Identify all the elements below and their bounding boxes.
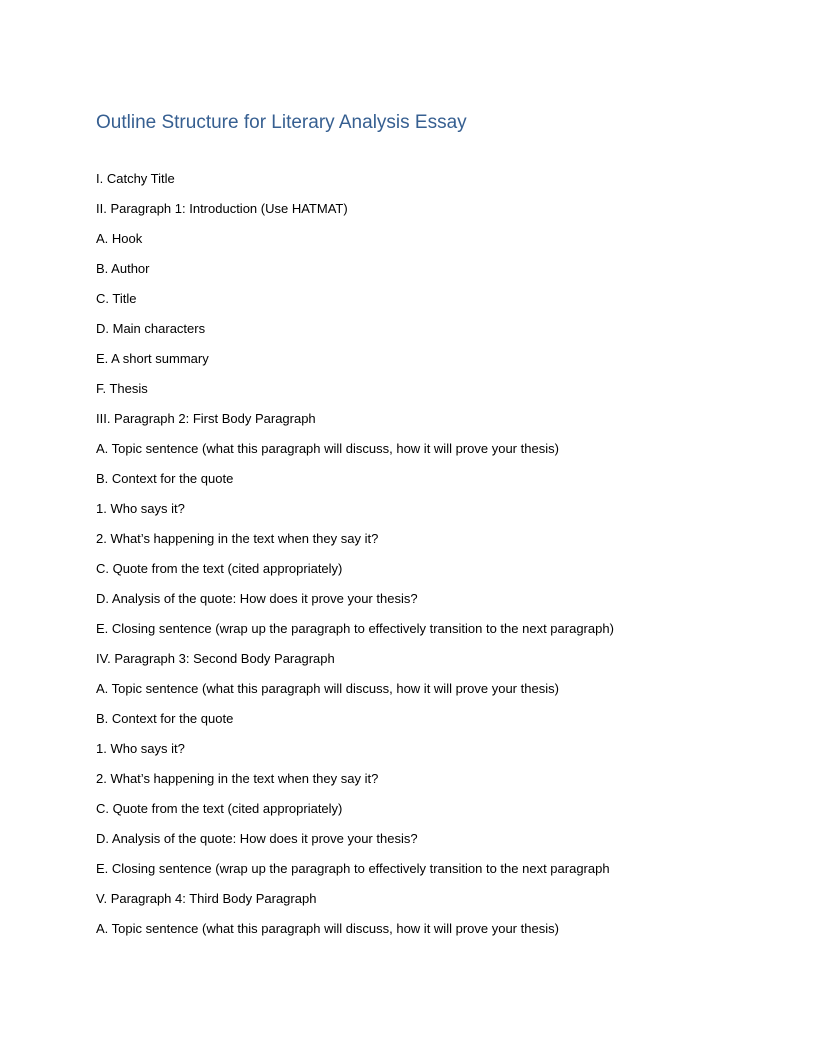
outline-line: IV. Paragraph 3: Second Body Paragraph [96,651,335,666]
outline-line: 1. Who says it? [96,741,185,756]
outline-line: E. A short summary [96,351,209,366]
document-title: Outline Structure for Literary Analysis Essay [96,112,467,133]
outline-line: III. Paragraph 2: First Body Paragraph [96,411,316,426]
outline-line: A. Topic sentence (what this paragraph will discuss, how it will prove your thesis) [96,441,559,456]
outline-line: E. Closing sentence (wrap up the paragraph to effectively transition to the next paragraph [96,861,610,876]
outline-line: C. Title [96,291,137,306]
outline-line: D. Analysis of the quote: How does it prove your thesis? [96,831,418,846]
outline-line: F. Thesis [96,381,148,396]
outline-line: V. Paragraph 4: Third Body Paragraph [96,891,317,906]
outline-line: II. Paragraph 1: Introduction (Use HATMAT) [96,201,348,216]
outline-line: A. Topic sentence (what this paragraph will discuss, how it will prove your thesis) [96,921,559,936]
outline-line: D. Analysis of the quote: How does it prove your thesis? [96,591,418,606]
outline-line: 2. What’s happening in the text when they say it? [96,531,379,546]
outline-line: D. Main characters [96,321,206,336]
outline-line: A. Hook [96,231,143,246]
outline-line: E. Closing sentence (wrap up the paragraph to effectively transition to the next paragraph) [96,621,614,636]
outline-line: B. Context for the quote [96,711,234,726]
outline-list [96,170,614,950]
outline-line: 1. Who says it? [96,501,185,516]
outline-line: I. Catchy Title [96,171,175,186]
outline-line: C. Quote from the text (cited appropriately) [96,561,343,576]
outline-line: 2. What’s happening in the text when they say it? [96,771,379,786]
outline-line: A. Topic sentence (what this paragraph will discuss, how it will prove your thesis) [96,681,559,696]
outline-line: C. Quote from the text (cited appropriately) [96,801,343,816]
outline-line: B. Author [96,261,150,276]
outline-line: B. Context for the quote [96,471,234,486]
